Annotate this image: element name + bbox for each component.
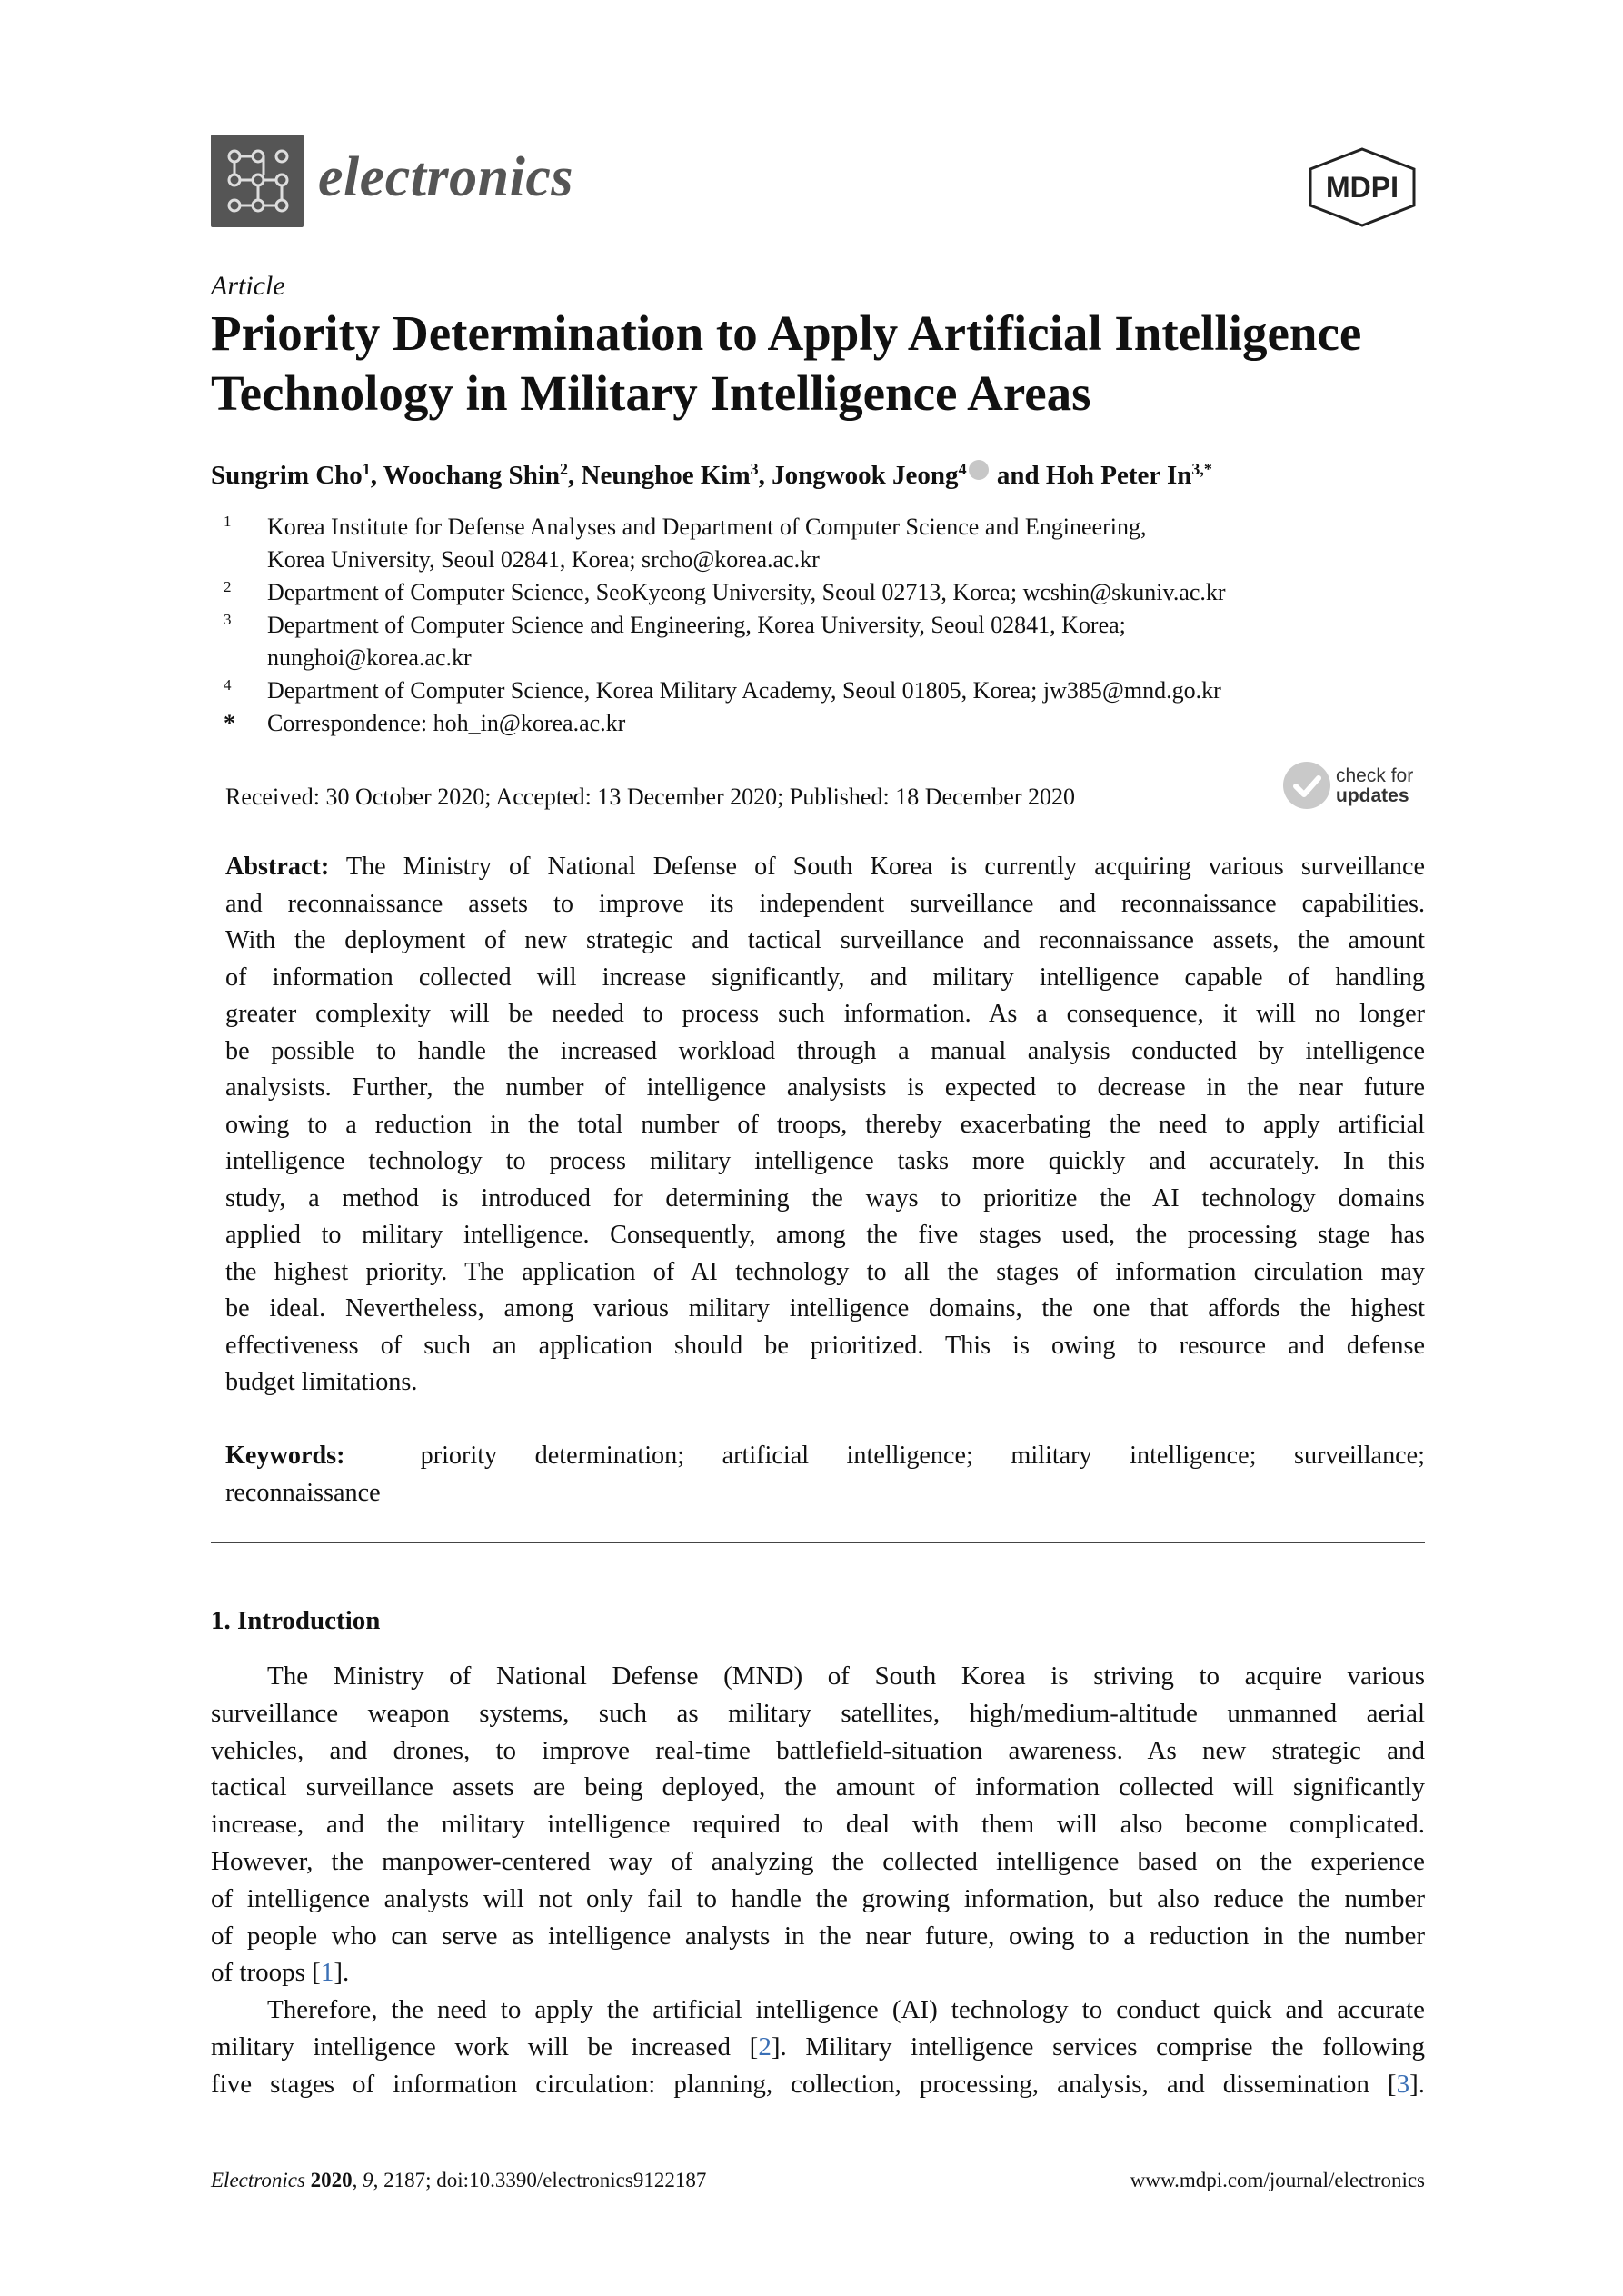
author-separator: and: [990, 461, 1046, 490]
journal-header: [211, 135, 1419, 235]
journal-name: electronics: [318, 146, 573, 208]
author-affil-sup: 3: [750, 460, 759, 478]
orcid-icon[interactable]: [969, 460, 989, 480]
abstract-line: analysists. Further, the number of intelligence analysists is expected to decrease in the near future: [225, 1073, 1425, 1102]
publisher-name: MDPI: [1326, 171, 1399, 204]
body-line: [211, 1954, 1425, 1992]
body-line: However, the manpower-centered way of analyzing the collected intelligence based on the experience: [211, 1846, 1425, 1876]
citation-link[interactable]: 2: [758, 2031, 772, 2061]
affiliation-number: 2: [224, 578, 232, 595]
body-line: Therefore, the need to apply the artificial intelligence (AI) technology to conduct quick and accurate: [267, 1995, 1425, 2025]
citation-link[interactable]: 3: [1396, 2069, 1410, 2099]
abstract-line: be possible to handle the increased workload through a manual analysis conducted by intelligence: [225, 1036, 1425, 1065]
body-line: [211, 2029, 1425, 2066]
author-name[interactable]: Woochang Shin: [383, 461, 561, 490]
abstract-line: intelligence technology to process military intelligence tasks more quickly and accurately. In this: [225, 1147, 1425, 1175]
citation-link[interactable]: 1: [320, 1958, 334, 1988]
body-line: tactical surveillance assets are being deployed, the amount of information collected will significantly: [211, 1772, 1425, 1802]
check-updates-icon: [1283, 762, 1330, 809]
check-updates-line2: updates: [1336, 785, 1409, 806]
publication-dates: Received: 30 October 2020; Accepted: 13 December 2020; Published: 18 December 2020: [225, 784, 1076, 810]
title-line: Priority Determination to Apply Artificial Intelligence: [211, 305, 1362, 361]
abstract-line: of information collected will increase significantly, and military intelligence capable of handling: [225, 963, 1425, 992]
check-for-updates-badge[interactable]: [1283, 760, 1429, 811]
affiliation-item: [224, 609, 1423, 674]
body-text-span: ].: [334, 1958, 350, 1988]
body-line: The Ministry of National Defense (MND) of South Korea is striving to acquire various: [267, 1662, 1425, 1691]
body-line: vehicles, and drones, to improve real-time battlefield-situation awareness. As new strategic and: [211, 1735, 1425, 1765]
affiliation-number: 3: [224, 611, 232, 628]
author-separator: ,: [370, 461, 383, 490]
affiliation-number: 4: [224, 676, 232, 694]
section-heading: 1. Introduction: [211, 1606, 381, 1635]
abstract-line: With the deployment of new strategic and tactical surveillance and reconnaissance assets, the amount: [225, 926, 1425, 954]
body-line: of intelligence analysts will not only fail to handle the growing information, but also reduce the number: [211, 1883, 1425, 1913]
affiliation-line: nunghoi@korea.ac.kr: [267, 644, 472, 671]
abstract-line: budget limitations.: [225, 1368, 418, 1396]
author-name[interactable]: Neunghoe Kim: [581, 461, 751, 490]
affiliation-line: Department of Computer Science, SeoKyeong University, Seoul 02713, Korea; wcshin@skuniv.ac.kr: [267, 579, 1226, 605]
author-affil-sup: 4: [958, 460, 967, 478]
author-list: [211, 460, 1212, 491]
introduction-body: [211, 1658, 1425, 2103]
correspondence-mark: *: [224, 710, 235, 736]
abstract-line: effectiveness of such an application should be prioritized. This is owing to resource and defense: [225, 1331, 1425, 1360]
body-text-span: ]. Military intelligence services comprise the following: [771, 2031, 1425, 2061]
correspondence-text: Correspondence: hoh_in@korea.ac.kr: [267, 710, 626, 736]
keywords-label: Keywords:: [225, 1442, 345, 1470]
abstract: [225, 849, 1425, 1402]
title-line: Technology in Military Intelligence Areas: [211, 365, 1091, 421]
footer-volume: 9: [363, 2169, 373, 2191]
author-separator: ,: [568, 461, 582, 490]
keywords-line: [225, 1438, 1425, 1475]
footer-doi: , 2187; doi:10.3390/electronics9122187: [373, 2169, 707, 2191]
body-line: of people who can serve as intelligence analysts in the near future, owing to a reduction in the number: [211, 1921, 1425, 1951]
affiliation-line: Department of Computer Science, Korea Military Academy, Seoul 01805, Korea; jw385@mnd.go.kr: [267, 677, 1221, 704]
keywords-line: reconnaissance: [225, 1478, 381, 1507]
abstract-line: study, a method is introduced for determining the ways to prioritize the AI technology domains: [225, 1183, 1425, 1213]
footer-year: 2020: [310, 2169, 353, 2191]
abstract-line: be ideal. Nevertheless, among various military intelligence domains, the one that affords the highest: [225, 1294, 1425, 1323]
section-divider: [211, 1542, 1425, 1543]
keywords: [225, 1438, 1425, 1512]
journal-logo-icon: [211, 135, 304, 227]
body-line: increase, and the military intelligence required to deal with them will also become complicated.: [211, 1810, 1425, 1840]
article-type: Article: [211, 271, 285, 301]
affiliation-item: [224, 674, 1423, 707]
footer-journal: Electronics: [211, 2169, 305, 2191]
abstract-line: owing to a reduction in the total number of troops, thereby exacerbating the need to apply artificial: [225, 1110, 1425, 1139]
affiliation-line: Department of Computer Science and Engineering, Korea University, Seoul 02841, Korea;: [267, 612, 1126, 638]
abstract-line: applied to military intelligence. Consequently, among the five stages used, the processing stage has: [225, 1221, 1425, 1249]
abstract-line: and reconnaissance assets to improve its independent surveillance and reconnaissance capabilities.: [225, 889, 1425, 918]
paper-title: [211, 304, 1429, 424]
author-affil-sup: 3,*: [1191, 460, 1212, 478]
affiliations: [224, 511, 1423, 740]
affiliation-number: 1: [224, 513, 232, 530]
author-name[interactable]: Hoh Peter In: [1045, 461, 1192, 490]
keywords-text: priority determination; artificial intelligence; military intelligence; surveillance;: [420, 1442, 1426, 1470]
affiliation-line: Korea Institute for Defense Analyses and Department of Computer Science and Engineering,: [267, 514, 1147, 540]
author-name[interactable]: Jongwook Jeong: [772, 461, 959, 490]
abstract-line: greater complexity will be needed to process such information. As a consequence, it will no longer: [225, 1000, 1425, 1028]
mdpi-logo-icon: [1305, 147, 1419, 227]
abstract-text: The Ministry of National Defense of South Korea is currently acquiring various surveillance: [345, 853, 1426, 881]
body-line: surveillance weapon systems, such as military satellites, high/medium-altitude unmanned aerial: [211, 1698, 1425, 1728]
author-affil-sup: 2: [560, 460, 569, 478]
check-updates-line1: check for: [1336, 765, 1414, 786]
correspondence: [224, 707, 1423, 740]
body-text-span: of troops [: [211, 1958, 321, 1988]
body-text-span: military intelligence work will be increased [: [211, 2031, 759, 2061]
abstract-line: [225, 849, 1425, 886]
body-text-span: ].: [1409, 2069, 1425, 2099]
author-affil-sup: 1: [362, 460, 371, 478]
body-line: [211, 2066, 1425, 2103]
affiliation-item: [224, 576, 1423, 609]
author-separator: ,: [758, 461, 772, 490]
journal-url-link[interactable]: www.mdpi.com/journal/electronics: [1130, 2169, 1425, 2191]
abstract-label: Abstract:: [225, 853, 330, 881]
affiliation-line: Korea University, Seoul 02841, Korea; srcho@korea.ac.kr: [267, 546, 820, 573]
citation-info: Electronics 2020, 9, 2187; doi:10.3390/electronics9122187: [211, 2169, 707, 2191]
author-name[interactable]: Sungrim Cho: [211, 461, 363, 490]
abstract-line: the highest priority. The application of AI technology to all the stages of information circulation may: [225, 1257, 1425, 1286]
body-text-span: five stages of information circulation: planning, collection, processing, analysis, and dissemination [: [211, 2069, 1397, 2099]
affiliation-item: [224, 511, 1423, 576]
